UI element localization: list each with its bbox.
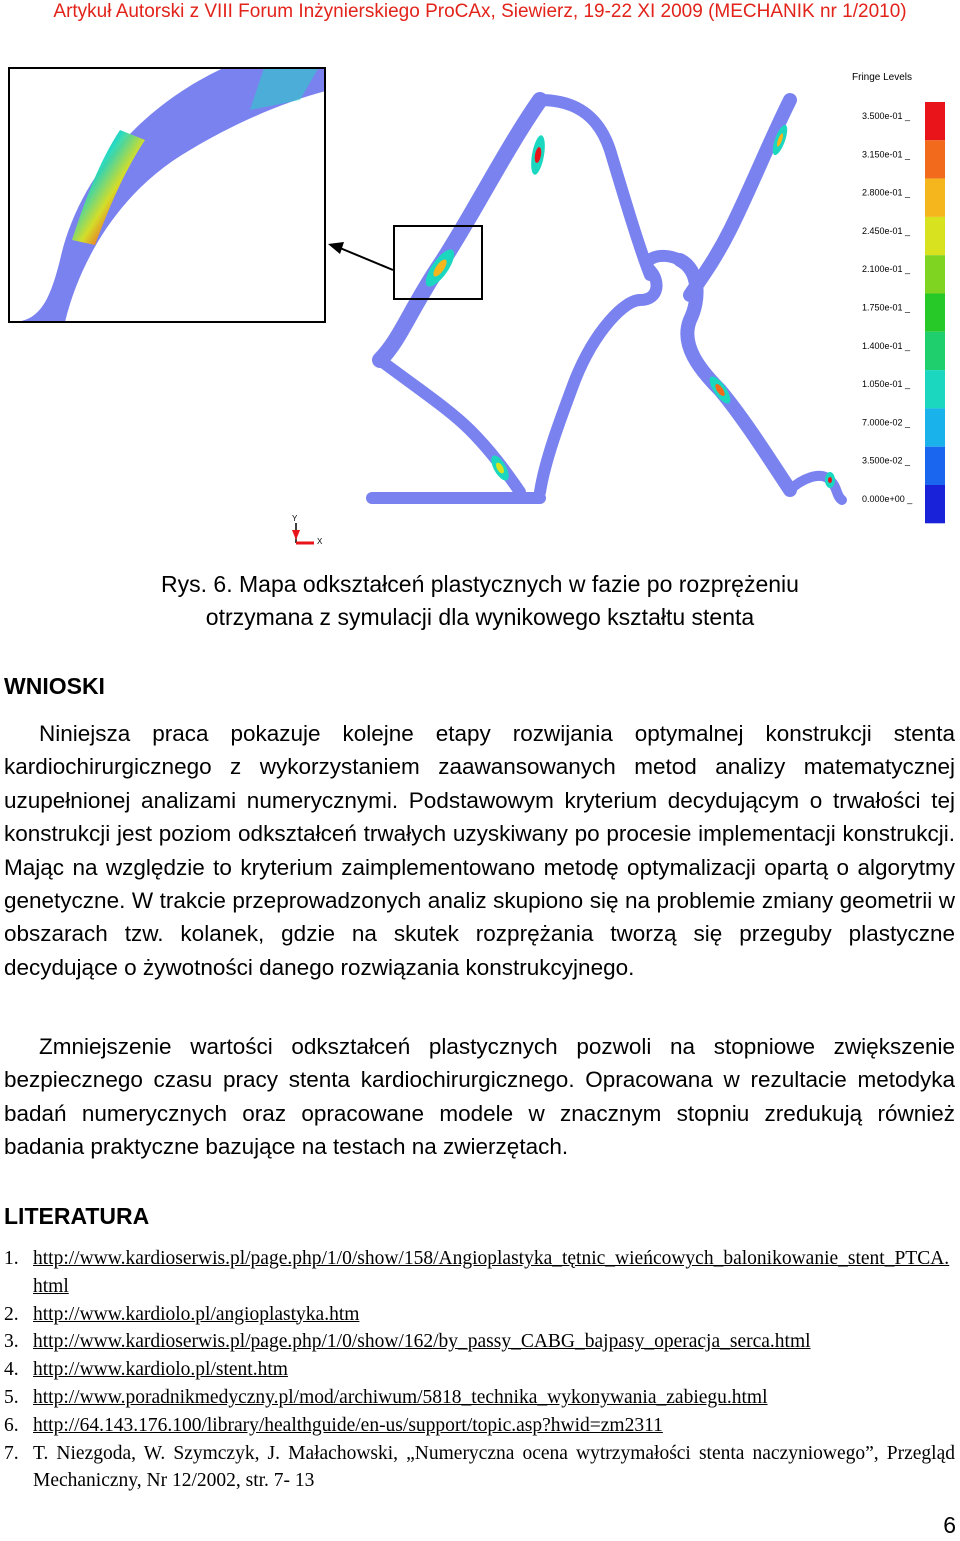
legend-color-swatch xyxy=(925,485,945,523)
legend-color-swatch xyxy=(925,255,945,293)
reference-number: 2. xyxy=(4,1303,19,1325)
reference-number: 1. xyxy=(4,1248,19,1269)
legend-level-label: 1.400e-01 _ xyxy=(862,340,911,351)
reference-item-1[interactable] xyxy=(4,1245,955,1301)
reference-item-5[interactable] xyxy=(4,1384,955,1412)
fringe-legend xyxy=(852,72,945,523)
legend-level-label: 3.150e-01 _ xyxy=(862,149,911,160)
reference-link[interactable]: http://www.poradnikmedyczny.pl/mod/archiwum/5818_technika_wykonywania_zabiegu.html xyxy=(33,1386,768,1408)
legend-level-label: 2.450e-01 _ xyxy=(862,225,911,236)
legend-color-swatch xyxy=(925,179,945,217)
figure-caption xyxy=(0,568,960,634)
reference-number: 6. xyxy=(4,1414,19,1436)
reference-number: 3. xyxy=(4,1331,19,1353)
zoom-inset xyxy=(9,65,330,322)
legend-color-swatch xyxy=(925,102,945,140)
legend-level-label: 7.000e-02 _ xyxy=(862,417,911,428)
conclusions-heading: WNIOSKI xyxy=(4,673,105,699)
caption-line-2: otrzymana z symulacji dla wynikowego kształtu stenta xyxy=(205,604,755,630)
legend-color-swatch xyxy=(925,217,945,255)
reference-item-6[interactable] xyxy=(4,1412,955,1440)
legend-color-swatch xyxy=(925,294,945,332)
legend-color-swatch xyxy=(925,332,945,370)
running-header: Artykuł Autorski z VIII Forum Inżynierskiego ProCAx, Siewierz, 19-22 XI 2009 (MECHANIK nr 1/2010) xyxy=(53,1,907,22)
zoom-arrow xyxy=(328,242,393,270)
reference-text: T. Niezgoda, W. Szymczyk, J. Małachowski, „Numeryczna ocena wytrzymałości stenta naczyniowego”, Przegląd Mechaniczny, Nr 12/2002, str. 7- 13 xyxy=(33,1442,955,1492)
legend-level-label: 3.500e-01 _ xyxy=(862,111,911,121)
reference-item-7 xyxy=(4,1440,955,1496)
page-number: 6 xyxy=(943,1512,956,1538)
reference-item-2[interactable] xyxy=(4,1301,955,1329)
reference-item-3[interactable] xyxy=(4,1328,955,1356)
legend-level-label: 2.800e-01 _ xyxy=(862,187,911,198)
reference-number: 4. xyxy=(4,1359,19,1381)
reference-link[interactable]: http://www.kardioserwis.pl/page.php/1/0/show/162/by_passy_CABG_bajpasy_operacja_serca.html xyxy=(33,1331,811,1353)
legend-color-swatch xyxy=(925,370,945,408)
legend-level-label: 0.000e+00 _ xyxy=(862,494,913,504)
caption-line-1: Rys. 6. Mapa odkształceń plastycznych w fazie po rozprężeniu xyxy=(161,571,799,597)
figure-stent-strain-map xyxy=(0,60,960,550)
legend-title: Fringe Levels xyxy=(852,72,913,83)
literature-heading: LITERATURA xyxy=(4,1203,150,1229)
reference-link[interactable]: http://www.kardiolo.pl/stent.htm xyxy=(33,1359,288,1381)
reference-number: 7. xyxy=(4,1442,19,1464)
reference-link[interactable]: http://www.kardioserwis.pl/page.php/1/0/show/158/Angioplastyka_tętnic_wieńcowych_balonikowanie_stent_PTCA.html xyxy=(33,1248,950,1297)
reference-item-4[interactable] xyxy=(4,1356,955,1384)
legend-level-label: 2.100e-01 _ xyxy=(862,264,911,275)
legend-color-swatch xyxy=(925,408,945,446)
reference-list xyxy=(4,1245,955,1495)
legend-level-label: 1.750e-01 _ xyxy=(862,302,911,313)
reference-link[interactable]: http://www.kardiolo.pl/angioplastyka.htm xyxy=(33,1303,360,1325)
axis-triad xyxy=(292,514,323,546)
reference-number: 5. xyxy=(4,1386,19,1408)
legend-level-label: 1.050e-01 _ xyxy=(862,379,911,390)
conclusions-paragraph-2: Zmniejszenie wartości odkształceń plastycznych pozwoli na stopniowe zwiększenie bezpiecznego czasu pracy stenta kardiochirurgicznego. Opracowana w rezultacie metodyka badań numerycznych oraz opracowane modele w znacznym stopniu zredukują również badania praktyczne bazujące na testach na zwierzętach. xyxy=(4,1034,955,1160)
axis-y-label: Y xyxy=(292,514,298,523)
figure-graphic xyxy=(0,60,960,550)
legend-color-swatch xyxy=(925,447,945,485)
conclusions-paragraph-1: Niniejsza praca pokazuje kolejne etapy rozwijania optymalnej konstrukcji stenta kardiochirurgicznego z wykorzystaniem zaawansowanych metod analizy matematycznej uzupełnionej analizami numerycznymi. Podstawowym kryterium decydującym o trwałości tej konstrukcji jest poziom odkształceń trwałych uzyskiwany po procesie implementacji konstrukcji. Mając na względzie to kryterium zaimplementowano metodę optymalizacji opartą o algorytmy genetyczne. W trakcie przeprowadzonych analiz skupiono się na problemie zmiany geometrii w obszarach tzw. kolanek, gdzie na skutek rozprężania tworzą się przeguby plastyczne decydujące o żywotności danego rozwiązania konstrukcyjnego. xyxy=(4,721,955,980)
legend-color-swatch xyxy=(925,140,945,178)
reference-link[interactable]: http://64.143.176.100/library/healthguide/en-us/support/topic.asp?hwid=zm2311 xyxy=(33,1414,663,1436)
legend-level-label: 3.500e-02 _ xyxy=(862,455,911,466)
axis-x-label: X xyxy=(317,537,323,546)
